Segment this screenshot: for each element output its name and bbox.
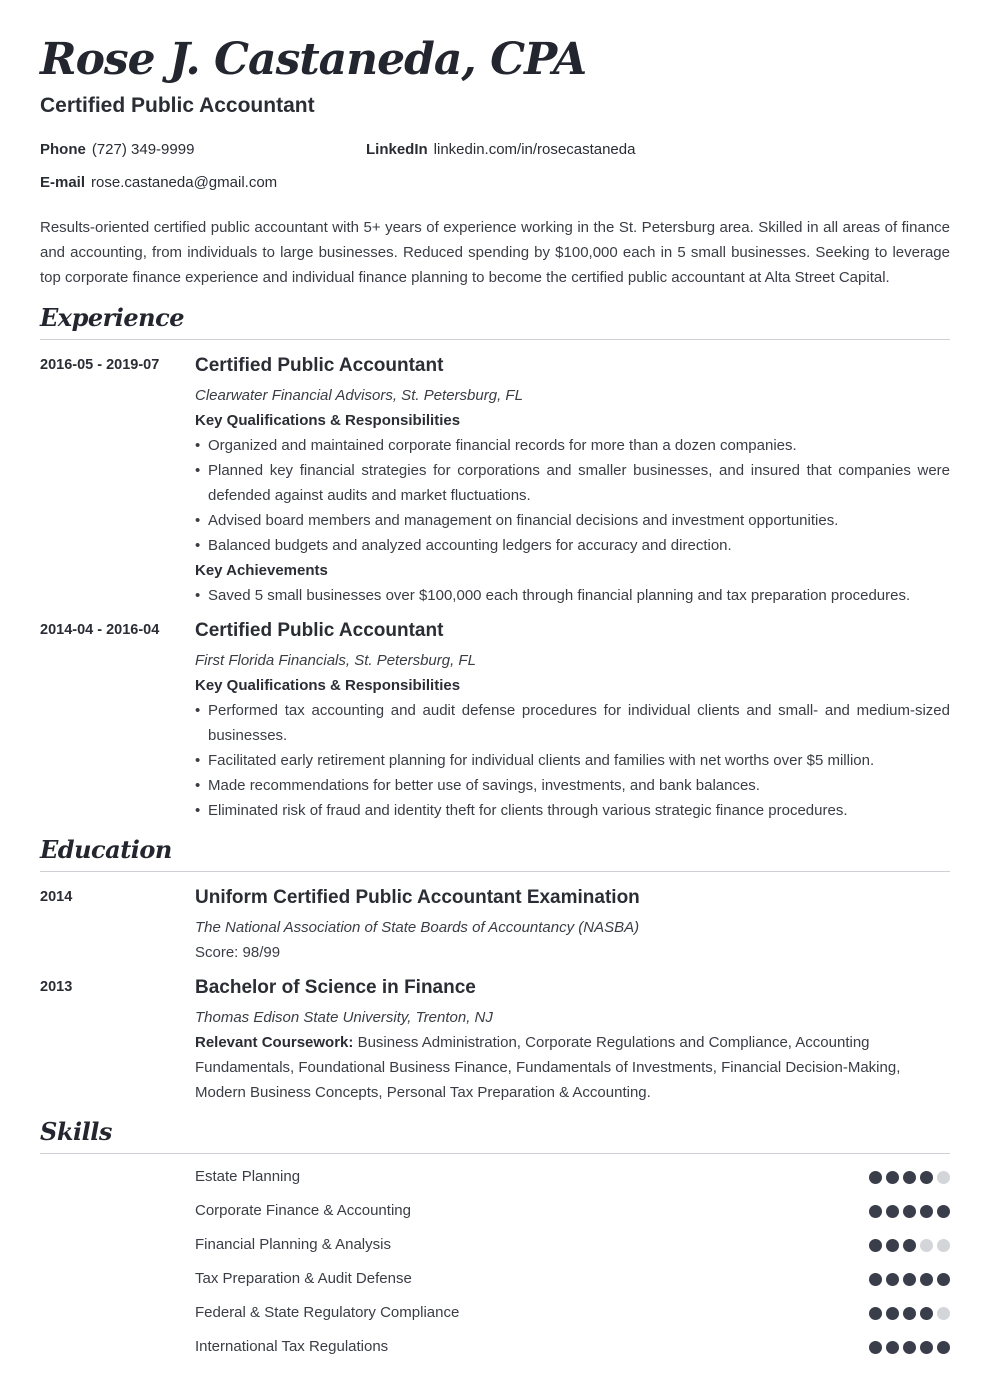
degree-title: Bachelor of Science in Finance (195, 977, 476, 998)
achievements-heading: Key Achievements (195, 562, 328, 579)
contact-label: E-mail (40, 174, 86, 191)
job-entry (195, 354, 950, 608)
skill-name: International Tax Regulations (195, 1338, 389, 1355)
qualifications-heading: Key Qualifications & Responsibilities (195, 412, 461, 429)
experience-heading: Experience (40, 303, 185, 332)
list-item: • Organized and maintained corporate financial records for more than a dozen companies. (195, 433, 950, 458)
section-divider (40, 871, 950, 872)
rating-dot-filled (886, 1307, 899, 1320)
coursework-label: Relevant Coursework: (195, 1034, 354, 1051)
list-item: • Advised board members and management on financial decisions and investment opportunities. (195, 508, 950, 533)
contact-linkedin (366, 141, 635, 158)
rating-dot-filled (920, 1341, 933, 1354)
institution: The National Association of State Boards of Accountancy (NASBA) (195, 919, 640, 936)
achievements-list (195, 583, 950, 608)
contact-label: Phone (40, 141, 86, 158)
skill-rating (869, 1341, 950, 1354)
education-entry (195, 886, 950, 965)
rating-dot-filled (886, 1239, 899, 1252)
rating-dot-filled (869, 1239, 882, 1252)
rating-dot-empty (920, 1239, 933, 1252)
rating-dot-filled (903, 1205, 916, 1218)
list-item: • Planned key financial strategies for corporations and smaller businesses, and insured that companies were defended against audits and market fluctuations. (195, 458, 950, 508)
list-item: • Balanced budgets and analyzed accounting ledgers for accuracy and direction. (195, 533, 950, 558)
candidate-name: Rose J. Castaneda, CPA (40, 34, 587, 85)
rating-dot-filled (937, 1205, 950, 1218)
skill-rating (869, 1307, 950, 1320)
skill-rating (869, 1171, 950, 1184)
list-item: • Saved 5 small businesses over $100,000 each through financial planning and tax preparation procedures. (195, 583, 950, 608)
skill-rating (869, 1205, 950, 1218)
list-item: • Eliminated risk of fraud and identity theft for clients through various strategic finance procedures. (195, 798, 950, 823)
rating-dot-filled (903, 1341, 916, 1354)
rating-dot-filled (920, 1307, 933, 1320)
job-dates: 2016-05 - 2019-07 (40, 357, 160, 373)
section-divider (40, 1153, 950, 1154)
rating-dot-filled (869, 1307, 882, 1320)
rating-dot-filled (903, 1239, 916, 1252)
rating-dot-empty (937, 1239, 950, 1252)
skill-rating (869, 1273, 950, 1286)
rating-dot-filled (920, 1205, 933, 1218)
education-year: 2014 (40, 889, 73, 905)
skill-name: Federal & State Regulatory Compliance (195, 1304, 460, 1321)
rating-dot-filled (886, 1273, 899, 1286)
job-company: Clearwater Financial Advisors, St. Petersburg, FL (195, 387, 523, 404)
job-title: Certified Public Accountant (195, 620, 444, 641)
qualifications-heading: Key Qualifications & Responsibilities (195, 677, 461, 694)
rating-dot-filled (886, 1341, 899, 1354)
rating-dot-filled (869, 1273, 882, 1286)
phone-value[interactable]: (727) 349-9999 (91, 141, 195, 158)
candidate-title: Certified Public Accountant (40, 94, 315, 117)
rating-dot-filled (903, 1273, 916, 1286)
list-item: • Facilitated early retirement planning for individual clients and families with net worths over $5 million. (195, 748, 950, 773)
coursework (195, 1030, 950, 1105)
job-company: First Florida Financials, St. Petersburg, FL (195, 652, 476, 669)
contact-email (40, 174, 277, 191)
rating-dot-empty (937, 1171, 950, 1184)
skill-name: Tax Preparation & Audit Defense (195, 1270, 412, 1287)
responsibilities-list (195, 698, 950, 823)
rating-dot-filled (903, 1307, 916, 1320)
summary-paragraph: Results-oriented certified public accountant with 5+ years of experience working in the St. Petersburg area. Skilled in all areas of finance and accounting, from individuals to large businesses. Reduced spending by $100,000 each in 5 small businesses. Seeking to leverage top corporate finance experience and individual finance planning to become the certified public accountant at Alta Street Capital. (40, 219, 950, 286)
job-entry (195, 619, 950, 823)
education-entry (195, 976, 950, 1105)
score-line: Score: 98/99 (195, 944, 281, 961)
rating-dot-filled (920, 1273, 933, 1286)
linkedin-link[interactable]: linkedin.com/in/rosecastaneda (433, 141, 636, 158)
rating-dot-empty (937, 1307, 950, 1320)
rating-dot-filled (903, 1171, 916, 1184)
rating-dot-filled (886, 1171, 899, 1184)
responsibilities-list (195, 433, 950, 558)
rating-dot-filled (869, 1341, 882, 1354)
section-divider (40, 339, 950, 340)
skill-name: Financial Planning & Analysis (195, 1236, 391, 1253)
coursework-list: Business Administration, Corporate Regulations and Compliance, Accounting Fundamentals, Foundational Business Finance, Fundamentals of Investments, Financial Decision-Making, Modern Business Concepts, Personal Tax Preparation & Accounting. (195, 1034, 901, 1101)
list-item: • Performed tax accounting and audit defense procedures for individual clients and small- and medium-sized businesses. (195, 698, 950, 748)
skill-name: Corporate Finance & Accounting (195, 1202, 411, 1219)
rating-dot-filled (937, 1341, 950, 1354)
degree-title: Uniform Certified Public Accountant Examination (195, 887, 640, 908)
job-dates: 2014-04 - 2016-04 (40, 622, 160, 638)
skills-heading: Skills (40, 1117, 112, 1146)
skill-name: Estate Planning (195, 1168, 301, 1185)
contact-phone (40, 141, 194, 158)
rating-dot-filled (886, 1205, 899, 1218)
skill-rating (869, 1239, 950, 1252)
email-link[interactable]: rose.castaneda@gmail.com (91, 174, 278, 191)
rating-dot-filled (937, 1273, 950, 1286)
rating-dot-filled (920, 1171, 933, 1184)
institution: Thomas Edison State University, Trenton, NJ (195, 1009, 493, 1026)
list-item: • Made recommendations for better use of savings, investments, and bank balances. (195, 773, 950, 798)
education-heading: Education (40, 835, 172, 864)
rating-dot-filled (869, 1205, 882, 1218)
job-title: Certified Public Accountant (195, 355, 444, 376)
rating-dot-filled (869, 1171, 882, 1184)
education-year: 2013 (40, 979, 73, 995)
contact-label: LinkedIn (366, 141, 428, 158)
